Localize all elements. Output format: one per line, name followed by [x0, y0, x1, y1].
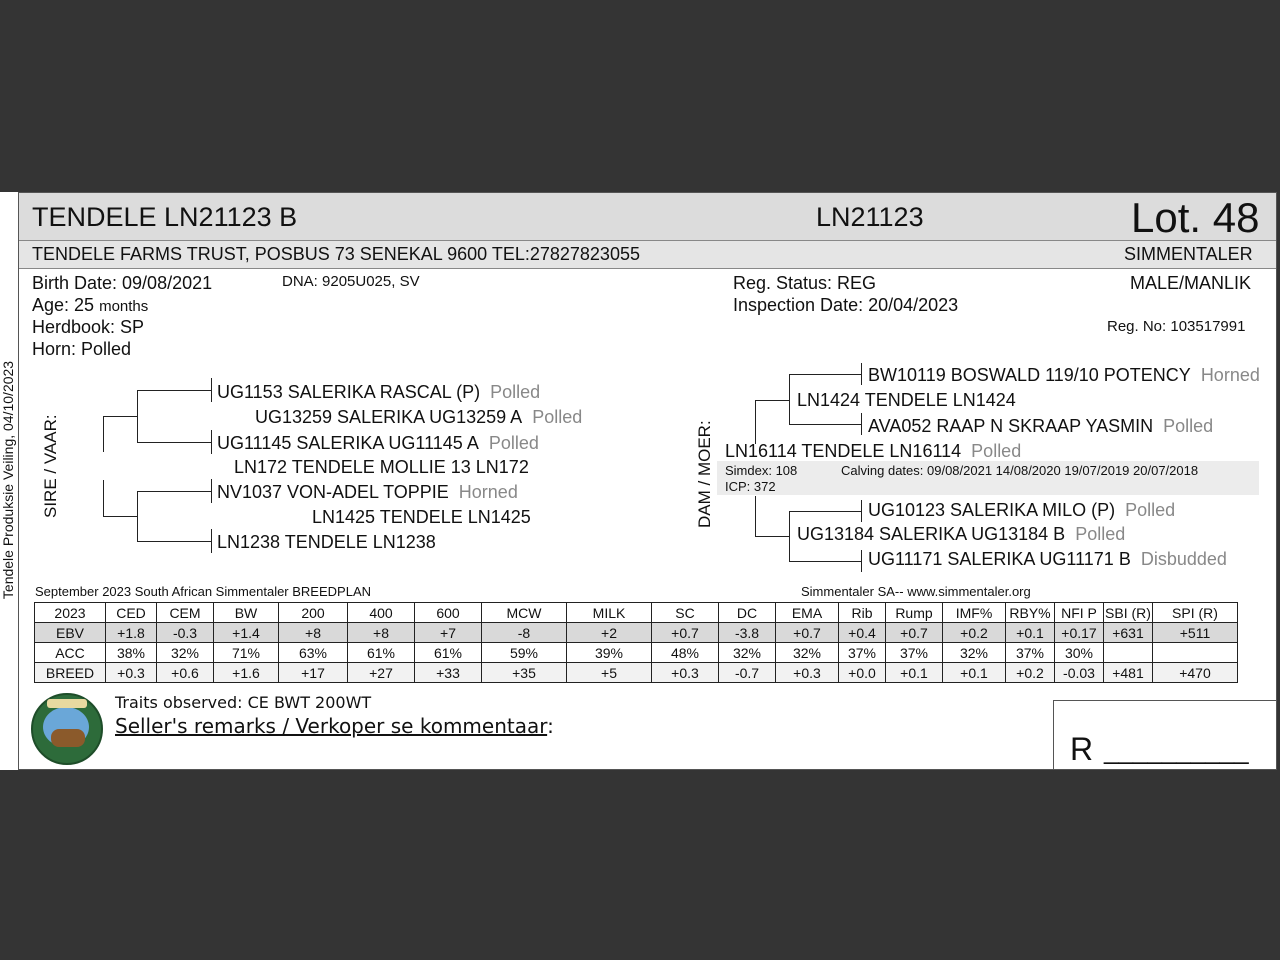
sire-dam [217, 433, 539, 454]
side-label: Tendele Produksie Veiling, 04/10/2023 [0, 360, 16, 600]
dam-sire-of-sire [217, 482, 518, 503]
traits-observed: Traits observed: CE BWT 200WT [115, 693, 372, 712]
ebv-cell: EBV [35, 623, 106, 643]
acc-cell: 32% [157, 643, 214, 663]
ebv-cell: +631 [1104, 623, 1153, 643]
acc-cell: 37% [886, 643, 943, 663]
price-box [1053, 700, 1277, 770]
sire-dam-horn: Polled [488, 433, 539, 453]
breed-cell: +470 [1153, 663, 1238, 683]
acc-cell: 37% [1006, 643, 1055, 663]
sellers-remarks-colon: : [547, 714, 554, 738]
ebv-cell: +8 [279, 623, 348, 643]
sire [255, 407, 582, 428]
breed: SIMMENTALER [1124, 244, 1253, 264]
header-cell: CED [106, 603, 157, 623]
dam-d-horn: Polled [1075, 524, 1126, 544]
ebv-cell: +0.17 [1055, 623, 1104, 643]
dam-info-box [717, 461, 1259, 495]
ebv-cell: +0.1 [1006, 623, 1055, 643]
breed-cell: BREED [35, 663, 106, 683]
breed-cell: +0.0 [839, 663, 886, 683]
acc-cell: 48% [652, 643, 719, 663]
acc-cell: 39% [567, 643, 652, 663]
dam-sd-horn: Polled [1163, 416, 1214, 436]
dam-sire: LN1424 TENDELE LN1424 [797, 390, 1016, 410]
dam-dam-dam [868, 549, 1227, 570]
breed-cell: +5 [567, 663, 652, 683]
header-cell: Rump [886, 603, 943, 623]
acc-cell: 63% [279, 643, 348, 663]
sire-sire-horn: Polled [490, 382, 541, 402]
dam-label: DAM / MOER: [695, 420, 714, 528]
breed-row [35, 663, 1238, 683]
acc-cell: 59% [482, 643, 567, 663]
acc-cell: ACC [35, 643, 106, 663]
breed-cell: +0.6 [157, 663, 214, 683]
header-cell: CEM [157, 603, 214, 623]
sire-sire [217, 382, 540, 403]
sire-dam-name: UG11145 SALERIKA UG11145 A [217, 433, 479, 453]
dam-sire-dam [868, 416, 1213, 437]
inspection-date: Inspection Date: 20/04/2023 [733, 295, 959, 315]
simdex: Simdex: 108 [725, 463, 798, 478]
price-line: __________ [1104, 735, 1249, 765]
ebv-cell: +0.4 [839, 623, 886, 643]
sire-name: UG13259 SALERIKA UG13259 A [255, 407, 523, 427]
dam-d-name: UG13184 SALERIKA UG13184 B [797, 524, 1066, 544]
ebv-cell: +1.4 [214, 623, 279, 643]
dam-ss-horn: Horned [1200, 365, 1260, 385]
breed-cell: +1.6 [214, 663, 279, 683]
animal-name: TENDELE LN21123 B [32, 202, 298, 232]
dam-ds-name: UG10123 SALERIKA MILO (P) [868, 500, 1116, 520]
dam-dd-horn: Disbudded [1140, 549, 1227, 569]
catalogue-card [18, 192, 1277, 770]
breed-cell: +0.3 [106, 663, 157, 683]
acc-cell: 38% [106, 643, 157, 663]
ebv-cell: +0.7 [886, 623, 943, 643]
breed-cell: +481 [1104, 663, 1153, 683]
header-cell: Rib [839, 603, 886, 623]
header-cell: 400 [348, 603, 415, 623]
dam-sd-name: AVA052 RAAP N SKRAAP YASMIN [868, 416, 1154, 436]
dam-sire-sire [868, 365, 1260, 386]
simmentaler-logo-icon [31, 693, 103, 765]
header-cell: 200 [279, 603, 348, 623]
sex: MALE/MANLIK [1130, 273, 1252, 293]
age-unit: months [99, 298, 149, 315]
header-cell: BW [214, 603, 279, 623]
ebv-cell: -0.3 [157, 623, 214, 643]
acc-cell: 61% [415, 643, 482, 663]
breed-cell: +0.1 [943, 663, 1006, 683]
breedplan-table [34, 602, 1238, 683]
reg-status: Reg. Status: REG [733, 273, 877, 293]
breed-cell: +0.3 [776, 663, 839, 683]
header-cell: 2023 [35, 603, 106, 623]
animal-id: LN21123 [816, 202, 924, 232]
dam-animal [725, 441, 1021, 462]
dam-dam-sire [868, 500, 1175, 521]
ebv-cell: -8 [482, 623, 567, 643]
sellers-remarks [115, 714, 554, 738]
header-cell: SBI (R) [1105, 604, 1151, 621]
acc-cell [1153, 643, 1238, 663]
ebv-cell: +0.7 [776, 623, 839, 643]
header-cell: DC [719, 603, 776, 623]
dna: DNA: 9205U025, SV [282, 273, 420, 290]
sire-sire-name: UG1153 SALERIKA RASCAL (P) [217, 382, 481, 402]
header-bar [19, 193, 1276, 241]
breed-cell: +27 [348, 663, 415, 683]
sire-ds-name: NV1037 VON-ADEL TOPPIE [217, 482, 449, 502]
sire-d: LN1425 TENDELE LN1425 [312, 507, 531, 527]
dam-ss-name: BW10119 BOSWALD 119/10 POTENCY [868, 365, 1191, 385]
ebv-cell: +7 [415, 623, 482, 643]
owner-bar [19, 241, 1276, 269]
acc-cell: 71% [214, 643, 279, 663]
acc-cell: 32% [776, 643, 839, 663]
sire-dd: LN1238 TENDELE LN1238 [217, 532, 436, 552]
header-cell: 600 [415, 603, 482, 623]
header-cell: SC [652, 603, 719, 623]
header-cell: RBY% [1006, 603, 1055, 623]
age-value: Age: 25 [32, 295, 95, 315]
breed-cell: +33 [415, 663, 482, 683]
calving-dates: Calving dates: 09/08/2021 14/08/2020 19/07/2019 20/07/2018 [841, 463, 1199, 478]
ebv-cell: -3.8 [719, 623, 776, 643]
reg-no: Reg. No: 103517991 [1107, 318, 1246, 335]
icp: ICP: 372 [725, 479, 776, 494]
acc-cell: 32% [943, 643, 1006, 663]
breed-cell: +0.1 [886, 663, 943, 683]
ebv-cell: +511 [1153, 623, 1238, 643]
dam-dd-name: UG11171 SALERIKA UG11171 B [868, 549, 1131, 569]
acc-cell: 32% [719, 643, 776, 663]
ebv-cell: +1.8 [106, 623, 157, 643]
sire-animal: LN172 TENDELE MOLLIE 13 LN172 [234, 457, 529, 477]
breedplan-website: Simmentaler SA-- www.simmentaler.org [801, 584, 1031, 599]
sire-label: SIRE / VAAR: [41, 414, 60, 518]
header-row [35, 603, 1238, 623]
owner: TENDELE FARMS TRUST, POSBUS 73 SENEKAL 9600 TEL:27827823055 [32, 244, 640, 264]
breed-cell: +0.2 [1006, 663, 1055, 683]
horn-status: Horn: Polled [32, 339, 132, 359]
breed-cell: +17 [279, 663, 348, 683]
acc-row [35, 643, 1238, 663]
sellers-remarks-label: Seller's remarks / Verkoper se kommentaar [115, 714, 548, 738]
sire-ds-horn: Horned [458, 482, 518, 502]
breed-cell: -0.7 [719, 663, 776, 683]
lot-number: Lot. 48 [1131, 194, 1260, 241]
ebv-cell: +8 [348, 623, 415, 643]
header-cell: EMA [776, 603, 839, 623]
dam-ds-horn: Polled [1125, 500, 1176, 520]
acc-cell [1104, 643, 1153, 663]
age [32, 295, 148, 316]
header-cell: SPI (R) [1153, 603, 1238, 623]
header-cell: MILK [567, 603, 652, 623]
acc-cell: 30% [1055, 643, 1104, 663]
herdbook: Herdbook: SP [32, 317, 145, 337]
ebv-row [35, 623, 1238, 643]
breed-cell: +0.3 [652, 663, 719, 683]
birth-date: Birth Date: 09/08/2021 [32, 273, 213, 293]
dam-animal-horn: Polled [971, 441, 1022, 461]
header-cell: IMF% [943, 603, 1006, 623]
ebv-cell: +0.7 [652, 623, 719, 643]
header-cell: NFI P [1055, 603, 1104, 623]
price-r-label: R [1070, 731, 1094, 767]
sire-horn: Polled [532, 407, 583, 427]
header-cell: MCW [482, 603, 567, 623]
breed-cell: -0.03 [1055, 663, 1104, 683]
acc-cell: 37% [839, 643, 886, 663]
ebv-cell: +2 [567, 623, 652, 643]
dam-animal-name: LN16114 TENDELE LN16114 [725, 441, 962, 461]
dam-dam [797, 524, 1125, 545]
breedplan-title: September 2023 South African Simmentaler BREEDPLAN [35, 584, 372, 599]
breed-cell: +35 [482, 663, 567, 683]
acc-cell: 61% [348, 643, 415, 663]
ebv-cell: +0.2 [943, 623, 1006, 643]
